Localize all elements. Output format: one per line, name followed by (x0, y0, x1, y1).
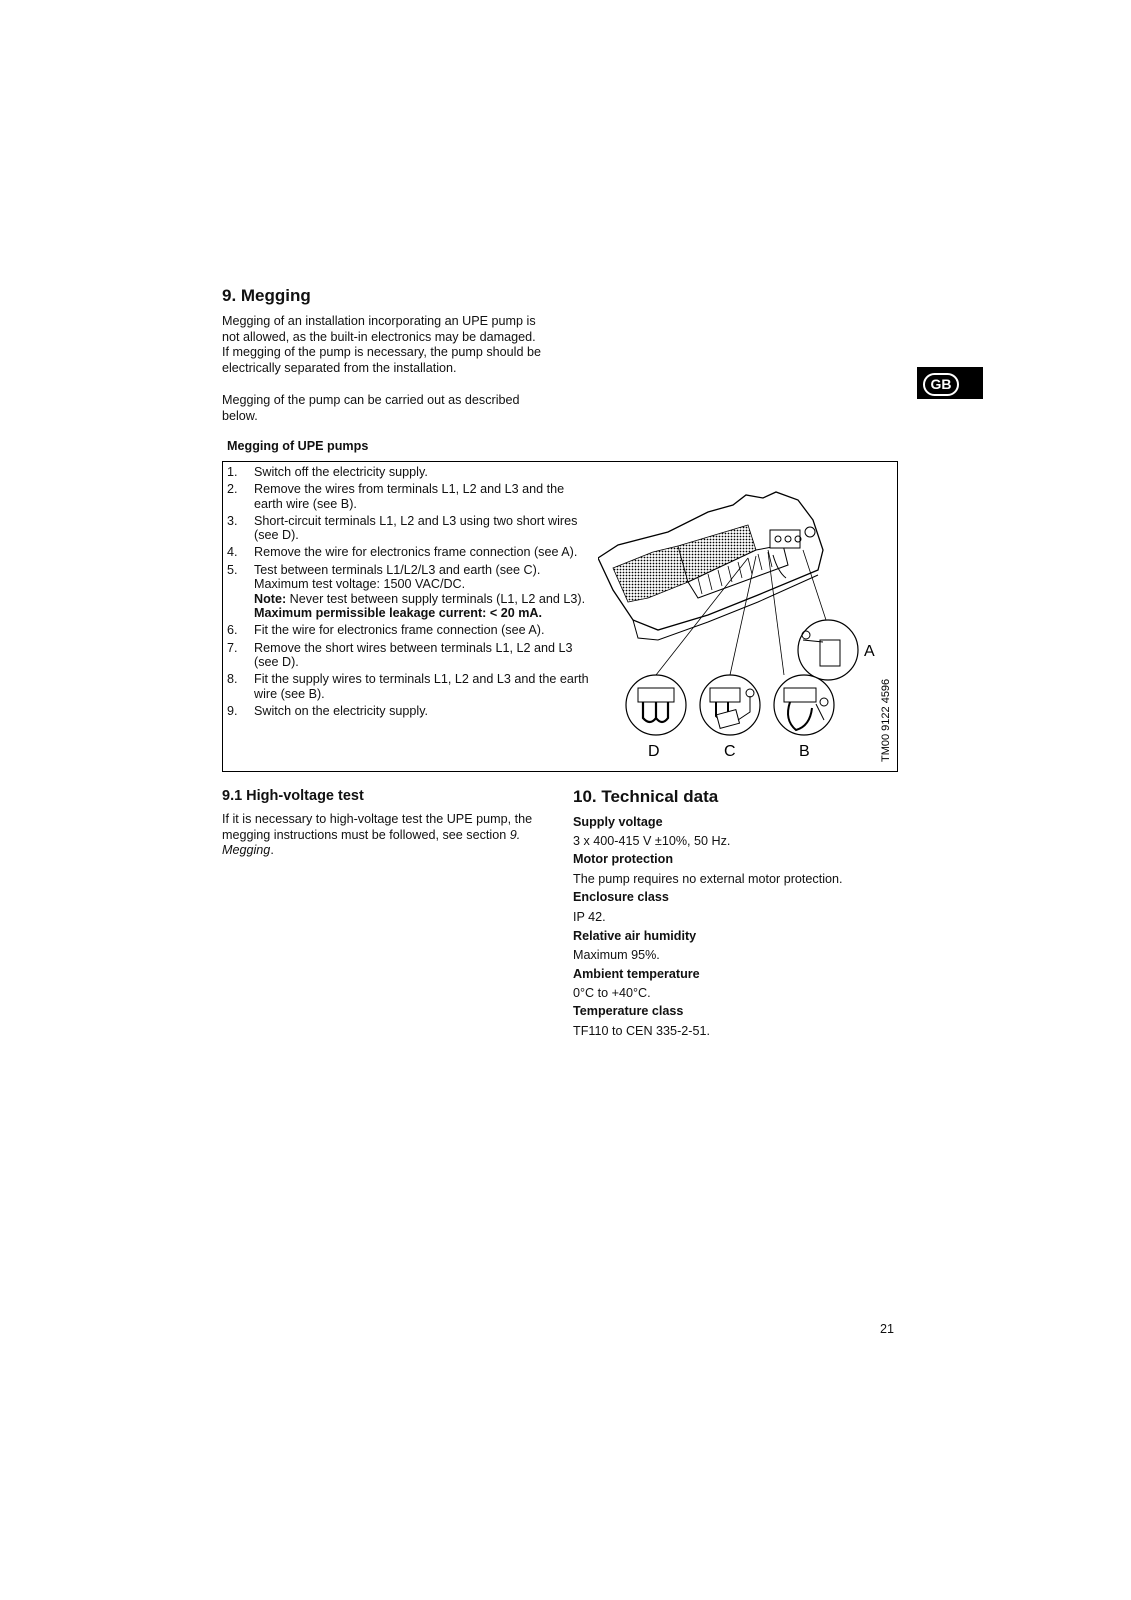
section-title-technical-data: 10. Technical data (573, 787, 719, 806)
step-item: 4. Remove the wire for electronics frame connection (see A). (227, 545, 578, 560)
tech-value: 3 x 400-415 V ±10%, 50 Hz. (573, 834, 731, 848)
note-text: Never test between supply terminals (L1, L2 and L3). (286, 591, 586, 606)
tech-value: IP 42. (573, 910, 606, 924)
megging-intro-paragraph: Megging of an installation incorporating an UPE pump is not allowed, as the built-in electronics may be damaged. If megging of the pump is necessary, the pump should be electrically separated from the installation. (222, 314, 541, 375)
leakage-limit: Maximum permissible leakage current: < 20 mA. (254, 606, 543, 621)
step-item: 1. Switch off the electricity supply. (227, 465, 428, 479)
tech-heading: Enclosure class (573, 890, 669, 904)
section-title-megging: 9. Megging (222, 286, 311, 305)
figure-label-c: C (724, 743, 736, 760)
section-title-high-voltage: 9.1 High-voltage test (222, 788, 364, 804)
tech-value: 0°C to +40°C. (573, 986, 651, 1000)
tech-heading: Ambient temperature (573, 967, 700, 981)
step-item: 2. Remove the wires from terminals L1, L2 and L3 and the earth wire (see B). (227, 482, 565, 511)
step-item: 3. Short-circuit terminals L1, L2 and L3 using two short wires (see D). (227, 513, 578, 543)
language-tab (917, 367, 983, 399)
terminal-box-illustration (598, 490, 896, 770)
tech-value: The pump requires no external motor protection. (573, 872, 843, 886)
note-label: Note: (254, 591, 287, 606)
tech-heading: Supply voltage (573, 815, 663, 829)
step-item: 7. Remove the short wires between terminals L1, L2 and L3 (see D). (227, 640, 573, 670)
terminal-box-drawing (598, 490, 896, 770)
tech-heading: Temperature class (573, 1004, 684, 1018)
figure-code: TM00 9122 4596 (880, 678, 892, 762)
page-number: 21 (880, 1322, 895, 1336)
megging-steps-list (227, 465, 589, 721)
step-item: 9. Switch on the electricity supply. (227, 703, 429, 718)
step-item: 6. Fit the wire for electronics frame connection (see A). (227, 623, 545, 638)
megging-steps-box (222, 461, 898, 772)
high-voltage-paragraph: If it is necessary to high-voltage test the UPE pump, the megging instructions must be followed, see section 9. Megging. (222, 812, 533, 857)
figure-label-a: A (864, 643, 875, 660)
tech-heading: Relative air humidity (573, 929, 697, 943)
step-item: 5. Test between terminals L1/L2/L3 and earth (see C). Maximum test voltage: 1500 VAC/DC. Note: Never test between supply terminals (L1, L2 and L3). Maximum permissible leakage current: < 20 mA. (227, 562, 586, 621)
table-caption: Megging of UPE pumps (227, 439, 369, 453)
tech-heading: Motor protection (573, 852, 674, 866)
language-tab-label: GB (923, 373, 959, 396)
figure-label-d: D (648, 743, 660, 760)
figure-label-b: B (799, 743, 810, 760)
step-item: 8. Fit the supply wires to terminals L1, L2 and L3 and the earth wire (see B). (227, 672, 589, 701)
megging-description-paragraph: Megging of the pump can be carried out as described below. (222, 393, 520, 423)
tech-value: Maximum 95%. (573, 948, 660, 962)
section-reference: 9. Megging (222, 827, 521, 857)
tech-value: TF110 to CEN 335-2-51. (573, 1024, 710, 1038)
